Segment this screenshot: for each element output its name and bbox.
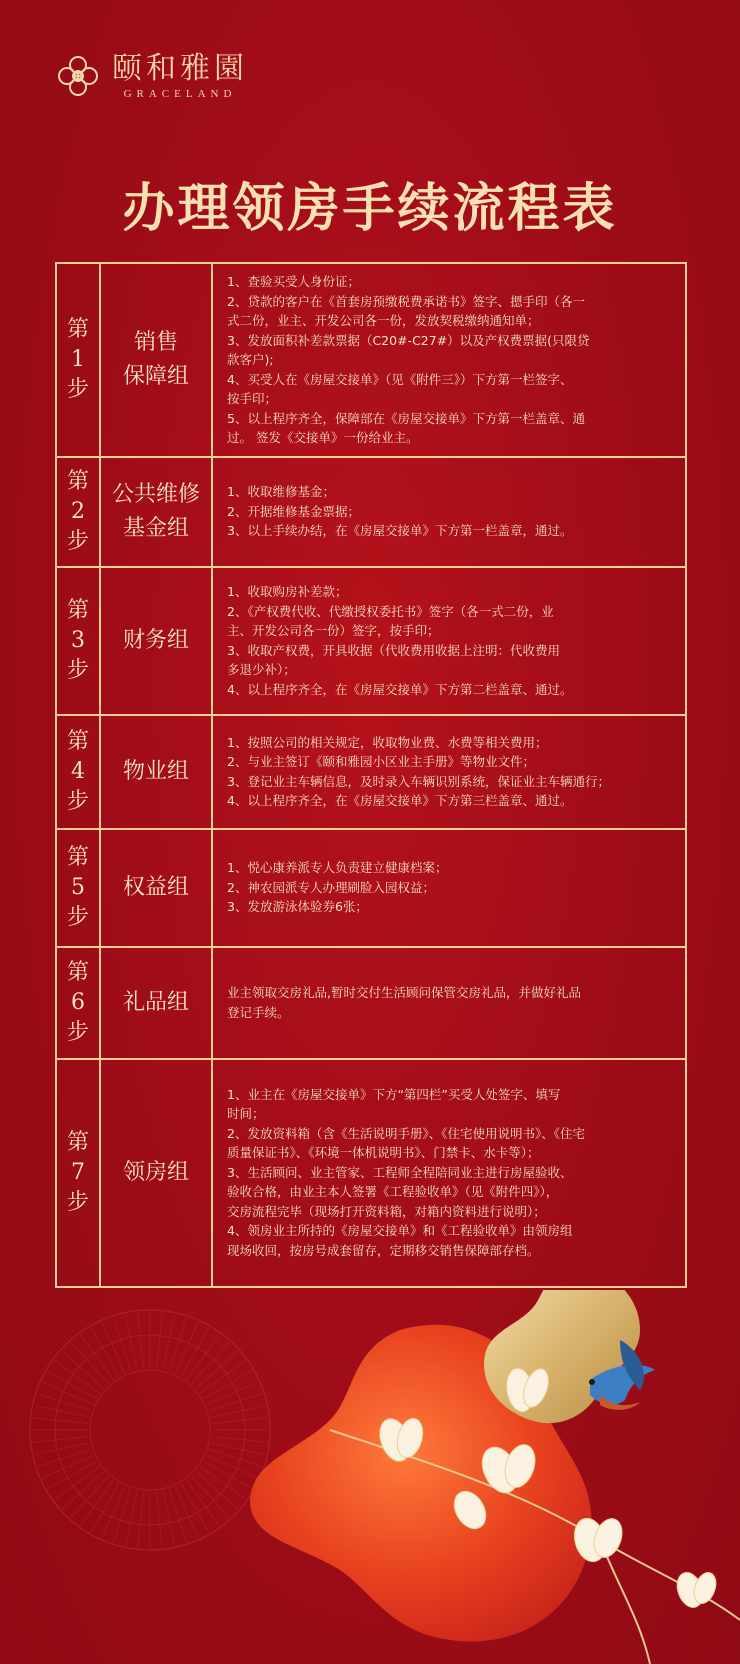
step-number-text: 1: [71, 346, 85, 372]
step-number-text: 第: [66, 959, 89, 985]
instruction-line: 现场收回，按房号成套留存，定期移交销售保障部存档。: [227, 1242, 540, 1258]
group-name-text: 公共维修: [111, 481, 200, 507]
decorative-artwork: [0, 1290, 740, 1664]
instruction-line: 质量保证书》、《环境一体机说明书》、门禁卡、水卡等）；: [227, 1145, 540, 1161]
sunburst-ray: [81, 1335, 114, 1380]
step-row: [56, 1059, 686, 1287]
step-row: [56, 829, 686, 947]
group-name-text: 财务组: [122, 627, 189, 653]
step-number-cell: [56, 1059, 100, 1287]
group-name-text: 物业组: [122, 758, 189, 784]
step-instructions-cell: [212, 947, 686, 1059]
step-number-text: 步: [66, 528, 89, 554]
group-name-cell: [100, 263, 212, 457]
sunburst-ray: [156, 1313, 162, 1369]
step-number-cell: [56, 829, 100, 947]
group-name-cell: [100, 829, 212, 947]
instruction-line: 3、生活顾问、业主管家、工程师全程陪同业主进行房屋验收、: [227, 1164, 573, 1180]
step-number-text: 步: [66, 788, 89, 814]
step-number-text: 步: [66, 657, 89, 683]
instruction-line: 1、悦心康养派专人负责建立健康档案；: [227, 860, 448, 876]
instruction-line: 2、与业主签订《颐和雅园小区业主手册》等物业文件；: [227, 754, 535, 769]
step-row: [56, 263, 686, 457]
sunburst-ray: [81, 1480, 114, 1525]
instruction-line: 3、以上手续办结，在《房屋交接单》下方第一栏盖章，通过。: [227, 523, 573, 539]
step-number-text: 步: [66, 376, 89, 402]
process-table-body: [56, 263, 686, 1287]
instruction-line: 1、业主在《房屋交接单》下方“第四栏”买受人处签字、填写: [227, 1086, 561, 1102]
sunburst-ray: [138, 1313, 144, 1369]
instruction-line: 交房流程完毕（现场打开资料箱，对箱内资料进行说明）；: [227, 1203, 546, 1219]
instruction-line: 主、开发公司各一份）签字，按手印；: [227, 623, 440, 638]
instruction-line: 时间；: [227, 1106, 265, 1122]
instruction-line: 1、查验买受人身份证；: [227, 274, 360, 289]
instruction-line: 2、开据维修基金票据；: [227, 503, 360, 519]
instruction-line: 多退少补）；: [227, 662, 296, 677]
sunburst-ray: [33, 1418, 89, 1424]
group-name-cell: [100, 715, 212, 829]
brand-text: [112, 52, 248, 100]
group-name-cell: [100, 457, 212, 567]
lotus-emblem-icon: [54, 52, 102, 100]
step-number-text: 6: [71, 989, 85, 1015]
group-name-text: 领房组: [122, 1159, 189, 1185]
step-instructions-cell: [212, 567, 686, 715]
instruction-line: 3、收取产权费，开具收据（代收费用收据上注明：代收费用: [227, 642, 560, 658]
step-row: [56, 457, 686, 567]
step-number-text: 2: [71, 498, 85, 524]
group-name-cell: [100, 947, 212, 1059]
step-number-text: 7: [71, 1159, 85, 1185]
instruction-line: 3、发放面积补差款票据（C20#-C27#）以及产权费票据(只限贷: [227, 332, 590, 348]
instruction-line: 4、以上程序齐全，在《房屋交接单》下方第三栏盖章、通过。: [227, 793, 573, 808]
step-instructions-cell: [212, 715, 686, 829]
instruction-line: 4、以上程序齐全，在《房屋交接单》下方第二栏盖章、通过。: [227, 681, 573, 697]
instruction-line: 1、按照公司的相关规定，收取物业费、水费等相关费用；: [227, 734, 548, 750]
step-number-text: 第: [66, 728, 89, 754]
instruction-line: 式二份，业主、开发公司各一份，发放契税缴纳通知单；: [227, 313, 540, 328]
step-number-cell: [56, 263, 100, 457]
step-number-text: 第: [66, 844, 89, 870]
instruction-line: 过。 签发《交接单》一份给业主。: [227, 430, 419, 445]
process-table: [55, 262, 687, 1288]
step-number-text: 第: [66, 1129, 89, 1155]
instruction-line: 2、神农园派专人办理刷脸入园权益；: [227, 879, 435, 895]
step-number-cell: [56, 567, 100, 715]
sunburst-ray: [212, 1436, 268, 1442]
group-name-cell: [100, 567, 212, 715]
instruction-line: 2、贷款的客户在《首套房预缴税费承诺书》签字、摁手印（各一: [227, 293, 585, 309]
brand-name-cn: 颐和雅園: [112, 51, 248, 86]
step-number-text: 第: [66, 597, 89, 623]
step-instructions-cell: [212, 263, 686, 457]
brand-logo: [54, 52, 248, 100]
group-name-text: 基金组: [122, 515, 189, 541]
group-name-cell: [100, 1059, 212, 1287]
step-number-cell: [56, 715, 100, 829]
step-number-text: 4: [71, 758, 85, 784]
step-row: [56, 947, 686, 1059]
step-instructions-cell: [212, 829, 686, 947]
step-number-text: 步: [66, 1019, 89, 1045]
sunburst-ray: [55, 1361, 100, 1394]
instruction-line: 1、收取维修基金；: [227, 484, 335, 500]
sunburst-ray: [33, 1436, 89, 1442]
instruction-line: 2、发放资料箱（含《生活说明手册》、《住宅使用说明书》、《住宅: [227, 1125, 585, 1141]
instruction-line: 5、以上程序齐全，保障部在《房屋交接单》下方第一栏盖章、通: [227, 410, 585, 426]
step-number-text: 5: [71, 874, 85, 900]
instruction-line: 按手印；: [227, 391, 278, 406]
step-number-text: 步: [66, 904, 89, 930]
sunburst-ray: [186, 1335, 219, 1380]
page-title: 办理领房手续流程表: [122, 178, 618, 239]
instruction-line: 4、买受人在《房屋交接单》（见《附件三》）下方第一栏签字、: [227, 371, 573, 387]
sunburst-ray: [200, 1466, 245, 1499]
instruction-line: 1、收取购房补差款；: [227, 584, 348, 599]
group-name-text: 销售: [133, 329, 178, 355]
instruction-line: 业主领取交房礼品,暂时交付生活顾问保管交房礼品，并做好礼品: [227, 985, 581, 1000]
sunburst-ray: [156, 1492, 162, 1548]
step-number-cell: [56, 947, 100, 1059]
step-instructions-cell: [212, 457, 686, 567]
instruction-line: 4、领房业主所持的《房屋交接单》和《工程验收单》由领房组: [227, 1223, 573, 1239]
brand-name-en: GRACELAND: [123, 88, 237, 100]
group-name-text: 权益组: [122, 874, 189, 900]
instruction-line: 2、《产权费代收、代缴授权委托书》签字（各一式二份，业: [227, 603, 554, 619]
sunburst-ray: [200, 1361, 245, 1394]
step-number-cell: [56, 457, 100, 567]
instruction-line: 3、登记业主车辆信息，及时录入车辆识别系统，保证业主车辆通行；: [227, 773, 610, 789]
instruction-line: 登记手续。: [227, 1004, 290, 1020]
instruction-line: 3、发放游泳体验券6张；: [227, 899, 368, 915]
sunburst-ray: [55, 1466, 100, 1499]
step-row: [56, 567, 686, 715]
group-name-text: 礼品组: [122, 989, 189, 1015]
instruction-line: 验收合格，由业主本人签署《工程验收单》（见《附件四》），: [227, 1184, 559, 1200]
step-row: [56, 715, 686, 829]
instruction-line: 款客户);: [227, 352, 274, 367]
sunburst-ray: [138, 1492, 144, 1548]
sunburst-ray: [212, 1418, 268, 1424]
step-number-text: 第: [66, 316, 89, 342]
step-instructions-cell: [212, 1059, 686, 1287]
step-number-text: 3: [71, 627, 85, 653]
group-name-text: 保障组: [122, 363, 189, 389]
step-number-text: 第: [66, 468, 89, 494]
step-number-text: 步: [66, 1189, 89, 1215]
sunburst-ray: [186, 1480, 219, 1525]
